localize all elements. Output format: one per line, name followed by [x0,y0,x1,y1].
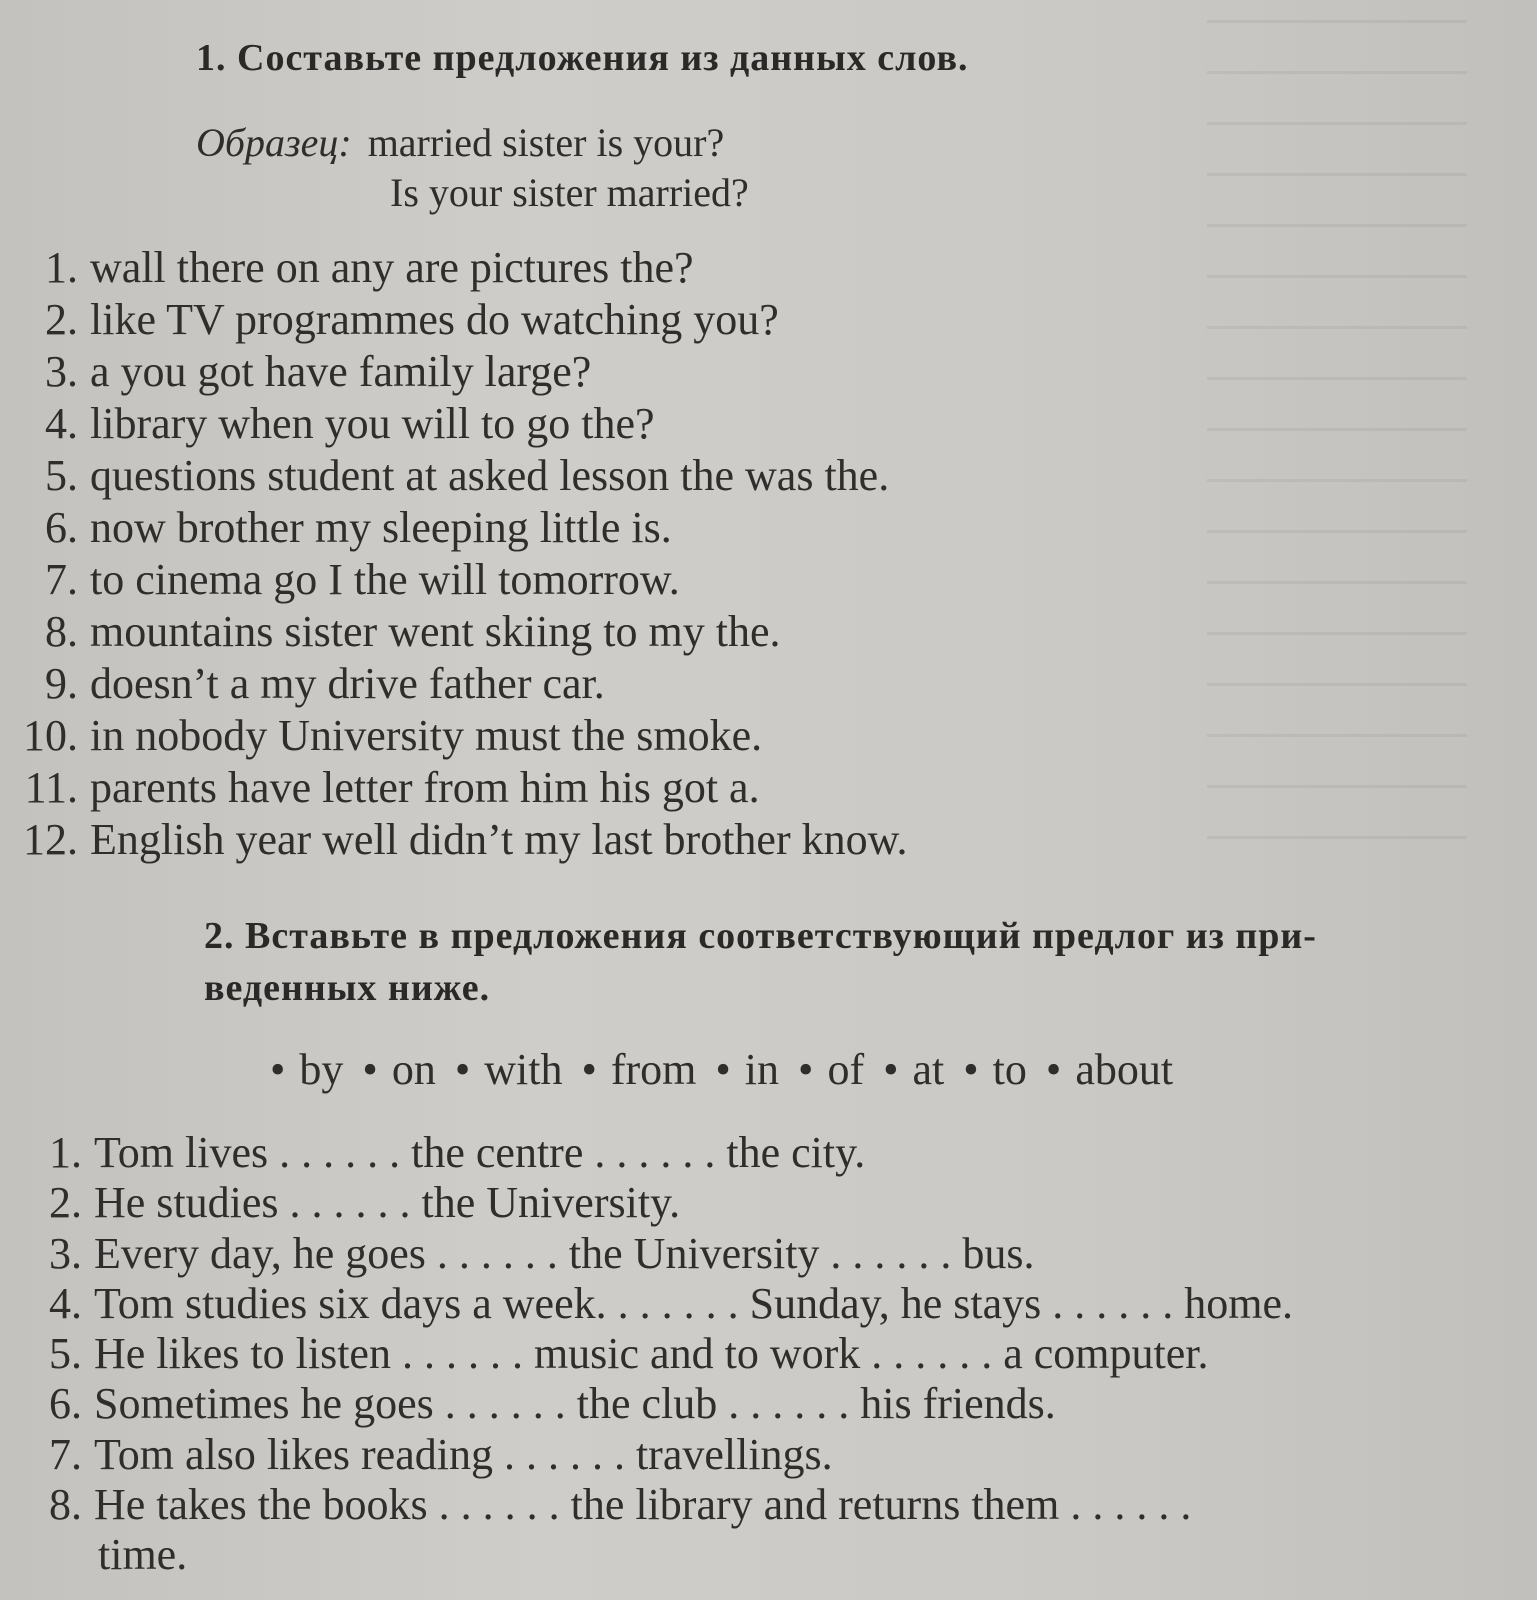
option-at: • at [883,1045,944,1094]
exercise-1-list [14,242,908,866]
item-number: 1. [45,243,78,292]
list-item [14,242,908,294]
example-answer: Is your sister married? [390,170,749,215]
item-text: Tom lives . . . . . . the centre . . . . . . the city. [94,1128,866,1177]
item-number: 3. [45,347,78,396]
item-number: 3. [49,1228,82,1278]
list-item [40,1379,1490,1429]
example-label: Образец: [196,120,352,165]
exercise-2-title-line-2: веденных ниже. [204,967,491,1009]
option-in: • in [715,1045,779,1094]
item-number: 7. [49,1429,82,1479]
bleed-through-text [1207,20,1467,880]
list-item [40,1128,1490,1178]
item-number: 11. [24,763,78,812]
item-number: 4. [45,399,78,448]
example-block [196,118,749,218]
item-number: 2. [45,295,78,344]
list-item [40,1279,1490,1329]
list-item [40,1480,1490,1530]
item-text: parents have letter from him his got a. [90,763,760,812]
list-item [14,762,908,814]
item-number: 8. [49,1480,82,1530]
exercise-2-title-line-1: 2. Вставьте в предложения соответствующий предлог из при- [204,915,1317,957]
option-to: • to [963,1045,1027,1094]
item-text: like TV programmes do watching you? [90,295,779,344]
list-item [14,346,908,398]
item-text: Tom also likes reading . . . . . . travellings. [94,1429,833,1479]
item-number: 9. [45,659,78,708]
list-item [14,606,908,658]
item-text: a you got have family large? [90,347,592,396]
item-text: He studies . . . . . . the University. [94,1178,681,1228]
item-text: English year well didn’t my last brother know. [90,815,908,864]
item-number: 8. [45,607,78,656]
item-number: 12. [23,815,78,864]
option-from: • from [581,1045,696,1094]
list-item [14,450,908,502]
item-text: Tom studies six days a week. . . . . . . Sunday, he stays . . . . . . home. [94,1278,1294,1328]
item-text: wall there on any are pictures the? [90,243,694,292]
option-of: • of [798,1045,864,1094]
item-text: Sometimes he goes . . . . . . the club . . . . . . his friends. [94,1379,1056,1429]
item-number: 6. [45,503,78,552]
option-with: • with [455,1045,563,1094]
item-text: doesn’t a my drive father car. [90,659,605,708]
item-number: 4. [49,1278,82,1328]
list-item [14,294,908,346]
item-text: He likes to listen . . . . . . music and to work . . . . . . a computer. [94,1329,1209,1379]
item-number: 7. [45,555,78,604]
option-about: • about [1046,1045,1173,1094]
list-item [40,1178,1490,1228]
item-text: questions student at asked lesson the was the. [90,451,890,500]
list-item [14,658,908,710]
list-item [14,502,908,554]
list-item [40,1329,1490,1379]
list-item [40,1229,1490,1279]
item-text: library when you will to go the? [90,399,655,448]
option-on: • on [362,1045,435,1094]
list-item [14,710,908,762]
exercise-1-title: 1. Составьте предложения из данных слов. [196,37,969,79]
item-text: to cinema go I the will tomorrow. [90,555,680,604]
item-number: 5. [49,1329,82,1379]
item-text: Every day, he goes . . . . . . the University . . . . . . bus. [94,1228,1035,1278]
item-text: mountains sister went skiing to my the. [90,607,781,656]
option-by: • by [270,1045,343,1094]
example-question: married sister is your? [367,120,725,165]
list-item [14,398,908,450]
item-text: in nobody University must the smoke. [90,711,763,760]
list-item [14,814,908,866]
list-item-continuation: time. [98,1530,188,1580]
item-number: 6. [49,1379,82,1429]
list-item [14,554,908,606]
item-number: 1. [49,1128,82,1177]
item-number: 5. [45,451,78,500]
preposition-options [270,1044,1181,1095]
item-number: 10. [23,711,78,760]
exercise-2-list [40,1128,1490,1581]
item-text: He takes the books . . . . . . the library and returns them . . . . . . [94,1480,1192,1530]
item-number: 2. [49,1178,82,1228]
list-item [40,1430,1490,1480]
item-text: now brother my sleeping little is. [90,503,672,552]
exercise-2-title [204,910,1474,1014]
